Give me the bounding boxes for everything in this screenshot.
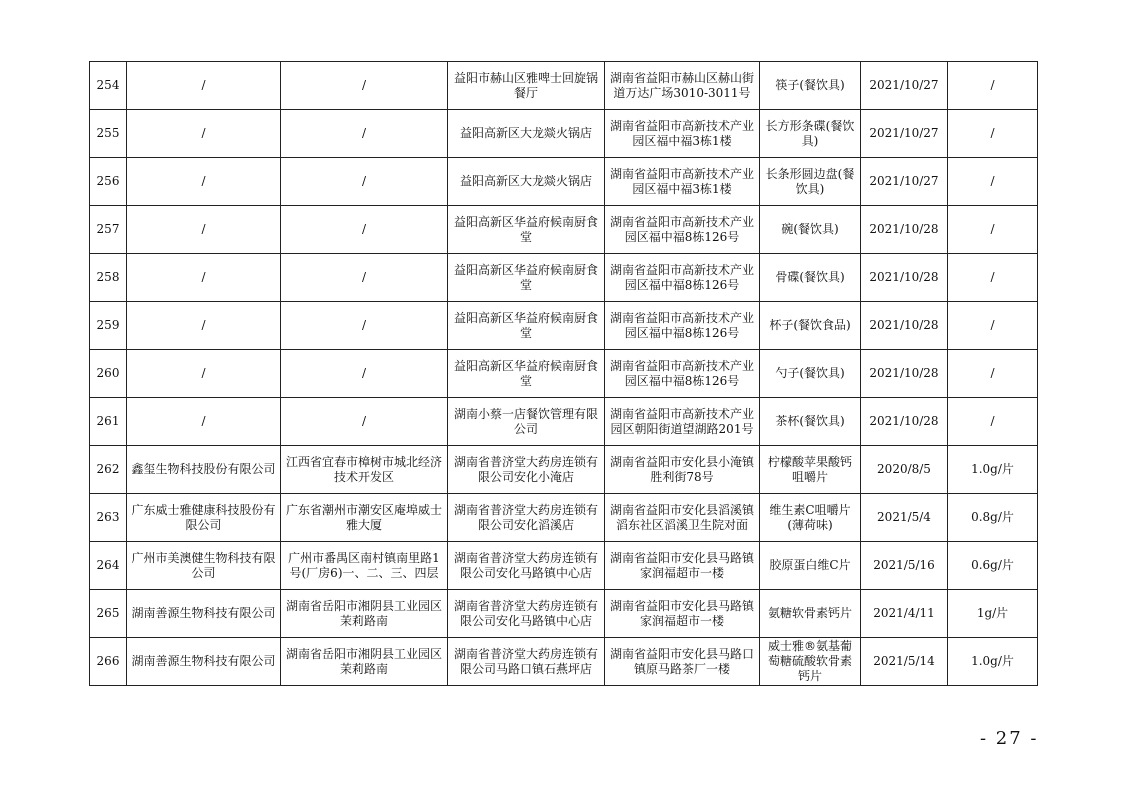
production-date-cell: 2021/10/27: [861, 62, 948, 110]
manufacturer-name-cell: 鑫玺生物科技股份有限公司: [127, 446, 281, 494]
manufacturer-name-cell: 湖南善源生物科技有限公司: [127, 590, 281, 638]
sampled-unit-cell: 益阳高新区大龙燚火锅店: [448, 110, 605, 158]
manufacturer-address-cell: 广东省潮州市潮安区庵埠威士雅大厦: [281, 494, 448, 542]
row-number-cell: 261: [90, 398, 127, 446]
sample-name-cell: 勺子(餐饮具): [760, 350, 861, 398]
sampled-unit-cell: 湖南省普济堂大药房连锁有限公司安化马路镇中心店: [448, 542, 605, 590]
table-row: [90, 446, 1038, 494]
sample-name-cell: 碗(餐饮具): [760, 206, 861, 254]
table-row: [90, 542, 1038, 590]
sampled-unit-cell: 湖南省普济堂大药房连锁有限公司马路口镇石燕坪店: [448, 638, 605, 686]
sampled-unit-cell: 益阳高新区大龙燚火锅店: [448, 158, 605, 206]
sampled-address-cell: 湖南省益阳市高新技术产业园区福中福8栋126号: [605, 254, 760, 302]
table-row: [90, 638, 1038, 686]
sampled-unit-cell: 益阳高新区华益府候南厨食堂: [448, 302, 605, 350]
sample-name-cell: 长方形条碟(餐饮具): [760, 110, 861, 158]
sample-name-cell: 长条形圆边盘(餐饮具): [760, 158, 861, 206]
production-date-cell: 2021/10/28: [861, 350, 948, 398]
manufacturer-address-cell: /: [281, 158, 448, 206]
product-table: [89, 61, 1038, 686]
specification-cell: /: [948, 62, 1038, 110]
production-date-cell: 2020/8/5: [861, 446, 948, 494]
manufacturer-name-cell: /: [127, 254, 281, 302]
table-row: [90, 398, 1038, 446]
sampled-unit-cell: 益阳高新区华益府候南厨食堂: [448, 206, 605, 254]
manufacturer-address-cell: /: [281, 350, 448, 398]
production-date-cell: 2021/5/4: [861, 494, 948, 542]
sampled-address-cell: 湖南省益阳市安化县马路镇家润福超市一楼: [605, 590, 760, 638]
specification-cell: 1.0g/片: [948, 446, 1038, 494]
production-date-cell: 2021/10/28: [861, 206, 948, 254]
sample-name-cell: 氨糖软骨素钙片: [760, 590, 861, 638]
row-number-cell: 255: [90, 110, 127, 158]
manufacturer-name-cell: /: [127, 302, 281, 350]
table-body: [90, 62, 1038, 686]
manufacturer-address-cell: 江西省宜春市樟树市城北经济技术开发区: [281, 446, 448, 494]
row-number-cell: 254: [90, 62, 127, 110]
manufacturer-address-cell: /: [281, 206, 448, 254]
manufacturer-name-cell: /: [127, 158, 281, 206]
sample-name-cell: 威士雅®氨基葡萄糖硫酸软骨素钙片: [760, 638, 861, 686]
row-number-cell: 263: [90, 494, 127, 542]
sampled-address-cell: 湖南省益阳市安化县滔溪镇滔东社区滔溪卫生院对面: [605, 494, 760, 542]
production-date-cell: 2021/5/14: [861, 638, 948, 686]
specification-cell: 0.8g/片: [948, 494, 1038, 542]
sampled-address-cell: 湖南省益阳市高新技术产业园区福中福8栋126号: [605, 206, 760, 254]
production-date-cell: 2021/10/27: [861, 158, 948, 206]
manufacturer-name-cell: /: [127, 350, 281, 398]
manufacturer-address-cell: /: [281, 302, 448, 350]
row-number-cell: 259: [90, 302, 127, 350]
sampled-unit-cell: 湖南省普济堂大药房连锁有限公司安化滔溪店: [448, 494, 605, 542]
production-date-cell: 2021/10/27: [861, 110, 948, 158]
manufacturer-address-cell: /: [281, 254, 448, 302]
table-row: [90, 158, 1038, 206]
row-number-cell: 262: [90, 446, 127, 494]
row-number-cell: 264: [90, 542, 127, 590]
manufacturer-address-cell: /: [281, 110, 448, 158]
sampled-address-cell: 湖南省益阳市高新技术产业园区福中福3栋1楼: [605, 110, 760, 158]
sampled-unit-cell: 湖南小蔡一店餐饮管理有限公司: [448, 398, 605, 446]
table-row: [90, 110, 1038, 158]
manufacturer-name-cell: /: [127, 110, 281, 158]
production-date-cell: 2021/10/28: [861, 302, 948, 350]
sampled-address-cell: 湖南省益阳市安化县小淹镇胜利街78号: [605, 446, 760, 494]
specification-cell: 1.0g/片: [948, 638, 1038, 686]
sampled-address-cell: 湖南省益阳市高新技术产业园区福中福3栋1楼: [605, 158, 760, 206]
table-row: [90, 494, 1038, 542]
manufacturer-name-cell: 广州市美澳健生物科技有限公司: [127, 542, 281, 590]
manufacturer-address-cell: 湖南省岳阳市湘阴县工业园区茉莉路南: [281, 590, 448, 638]
manufacturer-address-cell: /: [281, 62, 448, 110]
specification-cell: 1g/片: [948, 590, 1038, 638]
table-row: [90, 254, 1038, 302]
production-date-cell: 2021/5/16: [861, 542, 948, 590]
sample-name-cell: 柠檬酸苹果酸钙咀嚼片: [760, 446, 861, 494]
sampled-address-cell: 湖南省益阳市高新技术产业园区福中福8栋126号: [605, 302, 760, 350]
sampled-address-cell: 湖南省益阳市安化县马路口镇原马路茶厂一楼: [605, 638, 760, 686]
sample-name-cell: 胶原蛋白维C片: [760, 542, 861, 590]
sampled-unit-cell: 益阳高新区华益府候南厨食堂: [448, 254, 605, 302]
manufacturer-name-cell: /: [127, 206, 281, 254]
sampled-address-cell: 湖南省益阳市高新技术产业园区朝阳街道望湖路201号: [605, 398, 760, 446]
manufacturer-name-cell: /: [127, 398, 281, 446]
table-row: [90, 62, 1038, 110]
row-number-cell: 257: [90, 206, 127, 254]
row-number-cell: 265: [90, 590, 127, 638]
specification-cell: 0.6g/片: [948, 542, 1038, 590]
sample-name-cell: 维生素C咀嚼片(薄荷味): [760, 494, 861, 542]
specification-cell: /: [948, 254, 1038, 302]
manufacturer-name-cell: 广东威士雅健康科技股份有限公司: [127, 494, 281, 542]
row-number-cell: 260: [90, 350, 127, 398]
row-number-cell: 256: [90, 158, 127, 206]
sampled-unit-cell: 益阳市赫山区雅啤士回旋锅餐厅: [448, 62, 605, 110]
sample-name-cell: 筷子(餐饮具): [760, 62, 861, 110]
specification-cell: /: [948, 398, 1038, 446]
sampled-unit-cell: 湖南省普济堂大药房连锁有限公司安化马路镇中心店: [448, 590, 605, 638]
table-row: [90, 206, 1038, 254]
table-row: [90, 590, 1038, 638]
manufacturer-address-cell: /: [281, 398, 448, 446]
specification-cell: /: [948, 158, 1038, 206]
row-number-cell: 258: [90, 254, 127, 302]
sample-name-cell: 骨碟(餐饮具): [760, 254, 861, 302]
row-number-cell: 266: [90, 638, 127, 686]
specification-cell: /: [948, 110, 1038, 158]
manufacturer-name-cell: 湖南善源生物科技有限公司: [127, 638, 281, 686]
production-date-cell: 2021/10/28: [861, 254, 948, 302]
manufacturer-address-cell: 湖南省岳阳市湘阴县工业园区茉莉路南: [281, 638, 448, 686]
sampled-address-cell: 湖南省益阳市赫山区赫山街道万达广场3010-3011号: [605, 62, 760, 110]
page-number: - 27 -: [980, 728, 1039, 749]
sampled-unit-cell: 湖南省普济堂大药房连锁有限公司安化小淹店: [448, 446, 605, 494]
specification-cell: /: [948, 206, 1038, 254]
specification-cell: /: [948, 350, 1038, 398]
sampled-address-cell: 湖南省益阳市高新技术产业园区福中福8栋126号: [605, 350, 760, 398]
production-date-cell: 2021/4/11: [861, 590, 948, 638]
manufacturer-name-cell: /: [127, 62, 281, 110]
table-row: [90, 302, 1038, 350]
production-date-cell: 2021/10/28: [861, 398, 948, 446]
sampled-unit-cell: 益阳高新区华益府候南厨食堂: [448, 350, 605, 398]
sample-name-cell: 杯子(餐饮食品): [760, 302, 861, 350]
specification-cell: /: [948, 302, 1038, 350]
sampled-address-cell: 湖南省益阳市安化县马路镇家润福超市一楼: [605, 542, 760, 590]
table-row: [90, 350, 1038, 398]
manufacturer-address-cell: 广州市番禺区南村镇南里路1号(厂房6)一、二、三、四层: [281, 542, 448, 590]
sample-name-cell: 茶杯(餐饮具): [760, 398, 861, 446]
